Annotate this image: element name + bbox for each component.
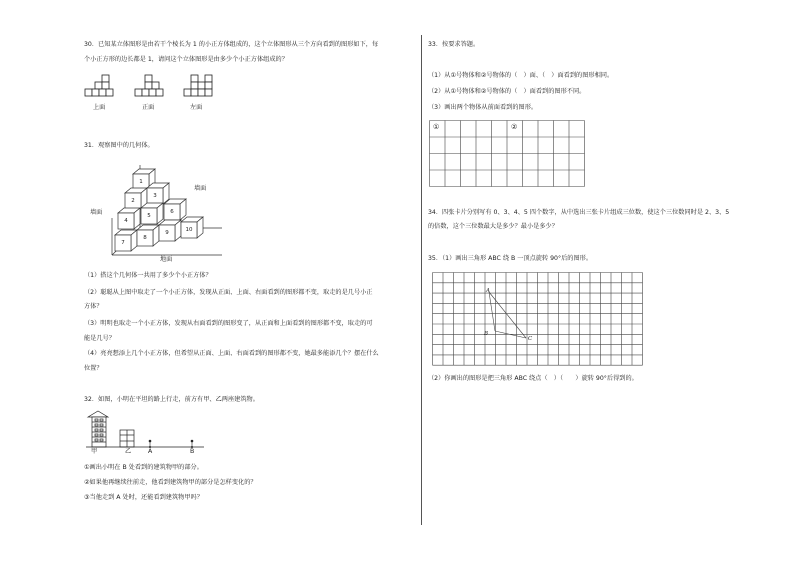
q35-sub2: （2）你画出的图形是把三角形 ABC 绕点（ ）（ ）旋转 90°后得到的。	[428, 375, 638, 382]
cube-10: 10	[185, 227, 193, 233]
q31-sub2a: （2）聪聪从上图中取走了一个小正方体，发现从正面、上面、右面看到的图形都不变，取走的是几号小正	[84, 289, 373, 296]
q35-title: 35．（1）画出三角形 ABC 绕 B 一顶点旋转 90°后的图形。	[428, 255, 593, 262]
cube-3: 3	[153, 193, 157, 199]
q31-title: 31．观察图中的几何体。	[84, 142, 154, 149]
q31-sub4b: 位置？	[84, 365, 103, 372]
q33-mark-1: ①	[433, 123, 440, 131]
q33-sub3: （3）画出两个物体从前面看到的图形。	[428, 104, 538, 111]
column-divider	[421, 35, 422, 525]
cube-8: 8	[143, 235, 147, 241]
q30-view-front	[134, 74, 164, 100]
q35-point-b: B	[484, 331, 489, 337]
q35-point-c: C	[528, 336, 533, 342]
cube-7: 7	[121, 240, 125, 246]
q31-sub1: （1）搭这个几何体一共用了多少个小正方体？	[84, 272, 212, 279]
q32-sub3: ③当他走到 A 处时，还能看到建筑物甲吗？	[84, 494, 203, 501]
q30-label-top: 上面	[93, 104, 106, 111]
q31-sub3a: （3）明明也取走一个小正方体，发现从右面看到的图形变了，从正面和上面看到的图形都不变，取走的可	[84, 320, 373, 327]
q32-sub2: ②如果他再继续往前走，他看到建筑物甲的部分是怎样变化的？	[84, 479, 257, 486]
cube-9: 9	[165, 230, 169, 236]
q32-label-yi: 乙	[125, 448, 132, 455]
q33-mark-2: ②	[511, 123, 518, 131]
q31-label-left-wall: 墙面	[90, 209, 103, 216]
q32-label-a: A	[148, 448, 153, 455]
q33-title: 33．按要求答题。	[428, 41, 480, 48]
q30-label-left: 左面	[190, 104, 203, 111]
cube-1: 1	[139, 179, 143, 185]
q30-label-front: 正面	[142, 104, 155, 111]
q33-grid	[429, 120, 585, 187]
cube-5: 5	[147, 213, 151, 219]
cube-6: 6	[170, 209, 174, 215]
q30-view-left	[183, 74, 213, 100]
q34-line1: 34．四张卡片分别写有 0、3、4、5 四个数字，从中选出三张卡片组成三位数，使这个三位数同时是 2、3、5	[428, 209, 730, 216]
q33-sub2: （2）从①号物体和②号物体的（ ）面看到的图形不同。	[428, 88, 586, 95]
q34-line2: 的倍数，这个三位数最大是多少？最小是多少？	[428, 223, 558, 230]
q32-label-jia: 甲	[91, 448, 98, 455]
q32-sub1: ①画出小明在 B 处看到的建筑物甲的部分。	[84, 464, 203, 471]
q35-grid	[432, 272, 644, 366]
q33-sub1: （1）从①号物体和②号物体的（ ）面、（ ）面看到的图形相同。	[428, 72, 614, 79]
q32-label-b: B	[190, 448, 195, 455]
q31-cube-figure	[100, 160, 230, 260]
q31-label-floor: 地面	[160, 256, 173, 263]
q35-point-a: A	[486, 288, 490, 294]
q31-sub2b: 方体？	[84, 303, 103, 310]
q30-line2: 个小正方形的边长都是 1，请问这个立体图形是由多少个小正方体组成的？	[84, 56, 288, 63]
q32-title: 32．如图，小明在平坦的路上行走，前方有甲、乙两座建筑物。	[84, 396, 259, 403]
q31-label-top-wall: 墙面	[194, 185, 207, 192]
cube-2: 2	[131, 198, 135, 204]
q30-view-top	[84, 74, 114, 100]
q30-line1: 30．已知某立体图形是由若干个棱长为 1 的小正方体组成的，这个立体图形从三个方向看到的图形如下，每	[84, 41, 379, 48]
q31-sub4a: （4）亮亮想添上几个小正方体，但希望从正面、上面、右面看到的图形都不变，她最多能添几个？摆在什么	[84, 350, 379, 357]
q31-sub3b: 能是几号？	[84, 335, 115, 342]
cube-4: 4	[124, 218, 128, 224]
